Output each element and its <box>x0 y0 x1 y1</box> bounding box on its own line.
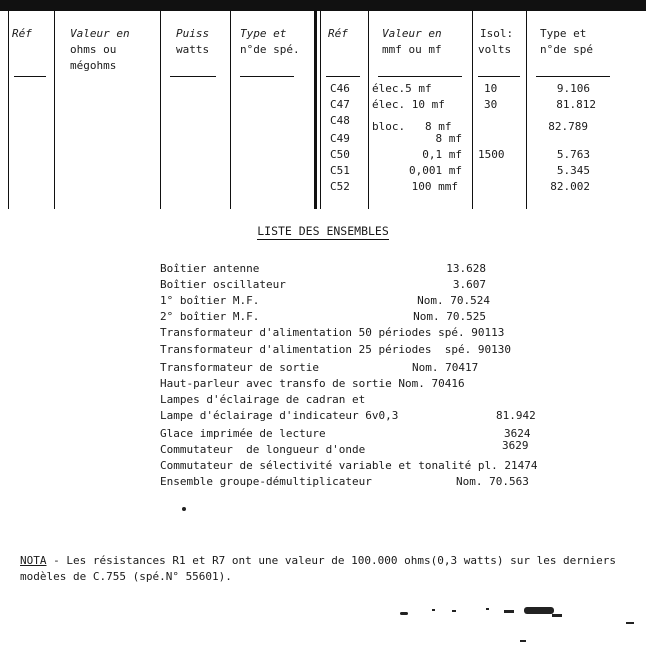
header-valeur-right: mmf ou mf <box>382 43 442 56</box>
scan-speck <box>504 610 514 613</box>
cell-ref: C51 <box>330 164 350 177</box>
section-title <box>0 224 646 238</box>
header-rule <box>378 76 462 77</box>
footnote <box>20 553 630 585</box>
list-item-label: Glace imprimée de lecture <box>160 427 326 440</box>
top-border <box>0 0 646 11</box>
cell-ref: C49 <box>330 132 350 145</box>
scan-speck <box>626 622 634 624</box>
list-item-value: 81.942 <box>496 409 536 422</box>
footnote-label: NOTA <box>20 554 47 567</box>
header-puiss: Puiss <box>176 27 210 40</box>
list-item-label: Boîtier antenne <box>160 262 260 275</box>
cell-ref: C46 <box>330 82 350 95</box>
header-type-right: n°de spé <box>540 43 593 56</box>
cell-type: 82.002 <box>550 180 590 193</box>
scan-speck <box>520 640 526 642</box>
cell-isol: 30 <box>484 98 498 111</box>
table-divider <box>8 11 9 209</box>
list-item-value: Nom. 70417 <box>412 361 479 374</box>
header-type-left: Type et <box>240 27 287 40</box>
header-ref-right: Réf <box>328 27 348 40</box>
header-rule <box>170 76 216 77</box>
list-item-label: Transformateur d'alimentation 50 périodes spé. 90113 <box>160 326 505 339</box>
scan-speck <box>524 607 554 614</box>
cell-type: 9.106 <box>556 82 590 95</box>
list-item-value: 3624 <box>504 427 531 440</box>
scan-speck <box>452 610 456 612</box>
list-item-label: Lampes d'éclairage de cadran et <box>160 393 366 406</box>
cell-valeur: élec.5 mf <box>372 82 432 95</box>
header-isol: volts <box>478 43 512 56</box>
cell-valeur: élec. 10 mf <box>372 98 445 111</box>
cell-type: 81.812 <box>556 98 596 111</box>
cell-valeur: 100 mmf <box>411 180 458 193</box>
cell-valeur: bloc. 8 mf <box>372 120 452 133</box>
list-item-value: Nom. 70.525 <box>413 310 486 323</box>
cell-ref: C47 <box>330 98 350 111</box>
cell-ref: C52 <box>330 180 350 193</box>
table-center-divider <box>314 11 317 209</box>
header-valeur-left: Valeur en <box>70 27 130 40</box>
list-item-value: Nom. 70.563 <box>456 475 529 488</box>
header-type-left: n°de spé. <box>240 43 300 56</box>
list-item-label: 1° boîtier M.F. <box>160 294 260 307</box>
list-item-label: Lampe d'éclairage d'indicateur 6v0,3 <box>160 409 399 422</box>
header-rule <box>536 76 610 77</box>
list-item-value: Nom. 70.524 <box>417 294 490 307</box>
list-item-label: Transformateur d'alimentation 25 périodes spé. 90130 <box>160 343 511 356</box>
list-item-value: 3629 <box>502 439 529 452</box>
table-divider <box>368 11 369 209</box>
list-item-label: Transformateur de sortie <box>160 361 319 374</box>
list-item-label: 2° boîtier M.F. <box>160 310 260 323</box>
list-item-label: Haut-parleur avec transfo de sortie Nom. 70416 <box>160 377 465 390</box>
scan-speck <box>486 608 489 610</box>
cell-ref: C48 <box>330 114 350 127</box>
table-divider <box>230 11 231 209</box>
list-item-label: Commutateur de longueur d'onde <box>160 443 366 456</box>
list-item-label: Boîtier oscillateur <box>160 278 286 291</box>
footnote-text: - Les résistances R1 et R7 ont une valeur de 100.000 ohms(0,3 watts) sur les derniers modèles de C.755 (spé.N° 55601). <box>20 554 617 583</box>
cell-type: 5.345 <box>556 164 590 177</box>
scan-speck <box>182 507 186 511</box>
list-item-value: 3.607 <box>452 278 486 291</box>
header-valeur-left: mégohms <box>70 59 117 72</box>
header-valeur-right: Valeur en <box>382 27 442 40</box>
cell-valeur: 0,001 mf <box>409 164 462 177</box>
cell-valeur: 8 mf <box>435 132 462 145</box>
cell-valeur: 0,1 mf <box>422 148 462 161</box>
scan-speck <box>552 614 562 617</box>
cell-isol: 10 <box>484 82 498 95</box>
scan-speck <box>432 609 435 611</box>
header-ref-left: Réf <box>12 27 32 40</box>
header-rule <box>14 76 46 77</box>
cell-ref: C50 <box>330 148 350 161</box>
list-item-label: Ensemble groupe-démultiplicateur <box>160 475 372 488</box>
list-item-value: 13.628 <box>446 262 486 275</box>
list-item-label: Commutateur de sélectivité variable et tonalité pl. 21474 <box>160 459 538 472</box>
table-divider <box>54 11 55 209</box>
header-rule <box>478 76 520 77</box>
cell-type: 82.789 <box>548 120 588 133</box>
table-divider <box>160 11 161 209</box>
header-puiss: watts <box>176 43 210 56</box>
header-rule <box>326 76 360 77</box>
scan-speck <box>400 612 408 615</box>
header-valeur-left: ohms ou <box>70 43 117 56</box>
cell-type: 5.763 <box>556 148 590 161</box>
section-title-text: LISTE DES ENSEMBLES <box>257 224 389 238</box>
header-isol: Isol: <box>480 27 514 40</box>
table-divider <box>526 11 527 209</box>
cell-isol: 1500 <box>478 148 505 161</box>
table-divider <box>472 11 473 209</box>
table-divider <box>320 11 321 209</box>
header-type-right: Type et <box>540 27 587 40</box>
header-rule <box>240 76 294 77</box>
